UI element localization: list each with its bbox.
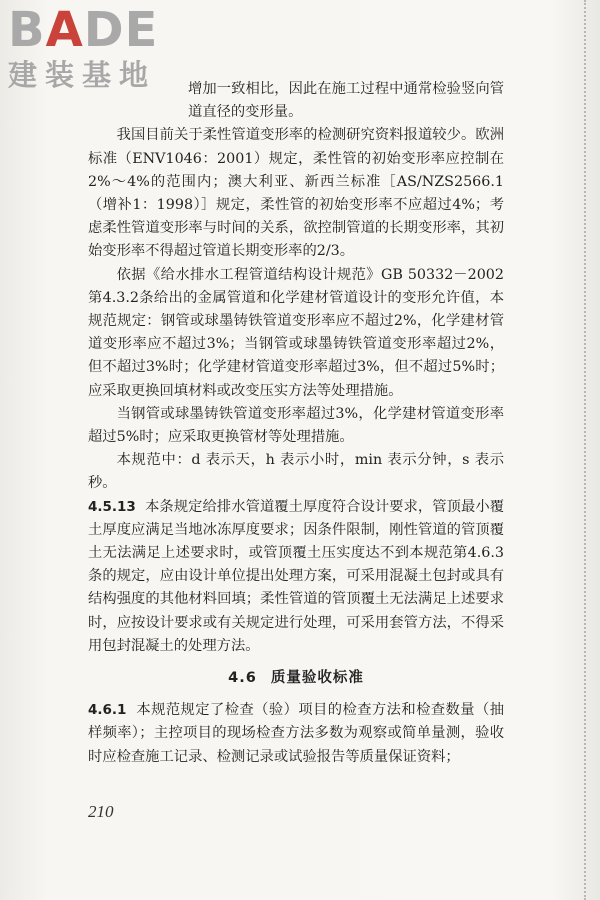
section-number: 4.6 — [228, 670, 257, 687]
paragraph: 我国目前关于柔性管道变形率的检测研究资料报道较少。欧洲标准（ENV1046：2001）规定，柔性管的初始变形率应控制在2%～4%的范围内；澳大利亚、新西兰标准［AS/NZS2566.1（增补1：1998）］规定，柔性管的初始变形率不应超过4%；考虑柔性管道变形率与时间的关系，欲控制管道的长期变形率，其初始变形率不得超过管道长期变形率的2/3。 — [88, 127, 504, 260]
paragraph: 本规范中：d 表示天，h 表示小时，min 表示分钟，s 表示秒。 — [88, 452, 504, 492]
section-heading — [88, 667, 504, 690]
page-number: 210 — [88, 802, 114, 821]
paragraph: 当钢管或球墨铸铁管道变形率超过3%，化学建材管道变形率超过5%时；应采取更换管材等处理措施。 — [88, 405, 504, 446]
section-title: 质量验收标准 — [270, 670, 364, 687]
paragraph-continued: 增加一致相比，因此在施工过程中通常检验竖向管道直径的变形量。 — [188, 81, 504, 121]
clause-text: 本规范规定了检查（验）项目的检查方法和检查数量（抽样频率）；主控项目的现场检查方法多数为观察或简单量测，验收时应检查施工记录、检测记录或试验报告等质量保证资料； — [88, 702, 505, 765]
logo-letter: B — [8, 2, 46, 58]
logo-subtitle: 建装基地 — [8, 58, 157, 92]
clause-text: 本条规定给排水管道覆土厚度符合设计要求，管顶最小覆土厚度应满足当地冰冻厚度要求；因条件限制，刚性管道的管顶覆土无法满足上述要求时，或管顶覆土压实度达不到本规范第4.6.3条的规定，应由设计单位提出处理方案，可采用混凝土包封或具有结构强度的其他材料回填；柔性管道的管顶覆土无法满足上述要求时，应按设计要求或有关规定进行处理，可采用套管方法，不得采用包封混凝土的处理方法。 — [88, 498, 504, 654]
logo-letters: DE — [83, 2, 159, 58]
clause-4-6-1 — [88, 699, 504, 769]
clause-4-5-13 — [88, 496, 504, 658]
binding-holes — [582, 0, 586, 900]
clause-number: 4.5.13 — [88, 498, 136, 515]
clause-number: 4.6.1 — [88, 702, 127, 719]
paragraph: 依据《给水排水工程管道结构设计规范》GB 50332－2002第4.3.2条给出的金属管道和化学建材管道设计的变形允许值，本规范规定：钢管或球墨铸铁管道变形率应不超过2%，化学建材管道变形率应不超过3%；当钢管或球墨铸铁管道变形率超过2%，但不超过3%时；化学建材管道变形率超过3%，但不超过5%时；应采取更换回填材料或改变压实方法等处理措施。 — [88, 266, 504, 399]
logo-letter-accent: A — [45, 2, 84, 58]
body-text — [88, 78, 504, 769]
logo-brand — [8, 4, 178, 56]
